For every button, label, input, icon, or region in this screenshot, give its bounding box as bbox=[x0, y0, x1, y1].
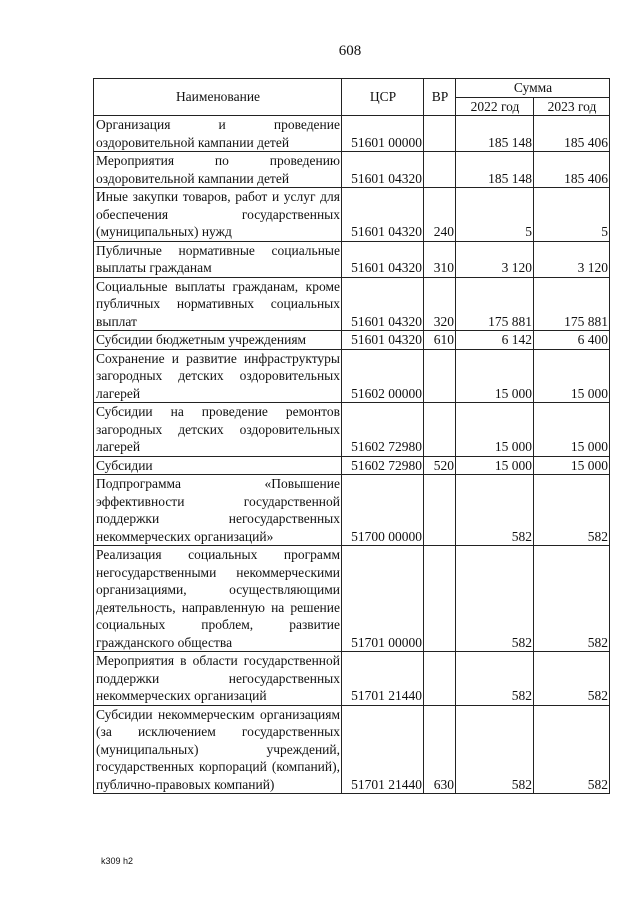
row-csr: 51700 00000 bbox=[342, 475, 424, 546]
row-vr: 310 bbox=[424, 241, 456, 277]
row-name: Субсидии некоммерческим организациям (за исключением государственных (муниципальных) учреждений, государственных корпораций (компаний), публично-правовых компаний) bbox=[94, 705, 342, 794]
row-name: Субсидии бюджетным учреждениям bbox=[94, 331, 342, 350]
row-value-2023: 15 000 bbox=[534, 403, 610, 457]
row-value-2022: 175 881 bbox=[456, 277, 534, 331]
row-csr: 51602 72980 bbox=[342, 403, 424, 457]
row-name: Иные закупки товаров, работ и услуг для обеспечения государственных (муниципальных) нужд bbox=[94, 188, 342, 242]
row-name: Организация и проведение оздоровительной кампании детей bbox=[94, 116, 342, 152]
budget-table bbox=[93, 78, 610, 794]
table-row bbox=[94, 188, 610, 242]
row-vr bbox=[424, 475, 456, 546]
row-value-2023: 175 881 bbox=[534, 277, 610, 331]
row-vr bbox=[424, 403, 456, 457]
table-row bbox=[94, 277, 610, 331]
row-csr: 51601 04320 bbox=[342, 241, 424, 277]
row-value-2023: 15 000 bbox=[534, 456, 610, 475]
row-name: Мероприятия по проведению оздоровительной кампании детей bbox=[94, 152, 342, 188]
row-vr bbox=[424, 152, 456, 188]
row-vr: 630 bbox=[424, 705, 456, 794]
row-csr: 51601 04320 bbox=[342, 188, 424, 242]
page-number: 608 bbox=[338, 43, 362, 59]
row-value-2022: 582 bbox=[456, 475, 534, 546]
table-row bbox=[94, 456, 610, 475]
row-csr: 51701 21440 bbox=[342, 705, 424, 794]
header-name: Наименование bbox=[94, 79, 342, 116]
row-value-2022: 582 bbox=[456, 652, 534, 706]
row-value-2022: 15 000 bbox=[456, 456, 534, 475]
row-csr: 51602 00000 bbox=[342, 349, 424, 403]
table-row bbox=[94, 116, 610, 152]
row-vr: 240 bbox=[424, 188, 456, 242]
row-csr: 51601 00000 bbox=[342, 116, 424, 152]
table-row bbox=[94, 705, 610, 794]
row-name: Мероприятия в области государственной поддержки негосударственных некоммерческих организаций bbox=[94, 652, 342, 706]
row-vr bbox=[424, 116, 456, 152]
row-value-2023: 185 406 bbox=[534, 152, 610, 188]
row-csr: 51601 04320 bbox=[342, 152, 424, 188]
row-value-2022: 185 148 bbox=[456, 152, 534, 188]
header-year-2022: 2022 год bbox=[456, 97, 534, 116]
row-name: Сохранение и развитие инфраструктуры загородных детских оздоровительных лагерей bbox=[94, 349, 342, 403]
row-name: Социальные выплаты гражданам, кроме публичных нормативных социальных выплат bbox=[94, 277, 342, 331]
row-value-2022: 582 bbox=[456, 705, 534, 794]
row-value-2022: 3 120 bbox=[456, 241, 534, 277]
row-name: Субсидии на проведение ремонтов загородных детских оздоровительных лагерей bbox=[94, 403, 342, 457]
row-value-2023: 15 000 bbox=[534, 349, 610, 403]
table-row bbox=[94, 403, 610, 457]
row-value-2022: 185 148 bbox=[456, 116, 534, 152]
header-year-2023: 2023 год bbox=[534, 97, 610, 116]
row-vr: 520 bbox=[424, 456, 456, 475]
row-value-2023: 185 406 bbox=[534, 116, 610, 152]
header-csr: ЦСР bbox=[342, 79, 424, 116]
row-value-2022: 582 bbox=[456, 546, 534, 652]
row-value-2022: 15 000 bbox=[456, 403, 534, 457]
row-value-2022: 5 bbox=[456, 188, 534, 242]
row-vr bbox=[424, 652, 456, 706]
table-row bbox=[94, 475, 610, 546]
row-value-2022: 15 000 bbox=[456, 349, 534, 403]
table-row bbox=[94, 546, 610, 652]
row-csr: 51701 21440 bbox=[342, 652, 424, 706]
row-value-2023: 5 bbox=[534, 188, 610, 242]
row-csr: 51602 72980 bbox=[342, 456, 424, 475]
footer-code: k309 h2 bbox=[101, 856, 134, 866]
row-value-2023: 582 bbox=[534, 546, 610, 652]
row-vr bbox=[424, 349, 456, 403]
table-row bbox=[94, 331, 610, 350]
row-value-2023: 582 bbox=[534, 475, 610, 546]
row-value-2022: 6 142 bbox=[456, 331, 534, 350]
table-row bbox=[94, 349, 610, 403]
row-vr: 320 bbox=[424, 277, 456, 331]
header-sum: Сумма bbox=[456, 79, 610, 98]
row-name: Подпрограмма «Повышение эффективности государственной поддержки негосударственных некоммерческих организаций» bbox=[94, 475, 342, 546]
row-vr: 610 bbox=[424, 331, 456, 350]
row-vr bbox=[424, 546, 456, 652]
header-vr: ВР bbox=[424, 79, 456, 116]
row-csr: 51701 00000 bbox=[342, 546, 424, 652]
row-name: Реализация социальных программ негосударственными некоммерческими организациями, осуществляющими деятельность, направленную на решение социальных проблем, развитие гражданского общества bbox=[94, 546, 342, 652]
row-name: Субсидии bbox=[94, 456, 342, 475]
row-value-2023: 582 bbox=[534, 652, 610, 706]
table-row bbox=[94, 241, 610, 277]
row-name: Публичные нормативные социальные выплаты гражданам bbox=[94, 241, 342, 277]
table-row bbox=[94, 652, 610, 706]
row-value-2023: 3 120 bbox=[534, 241, 610, 277]
table-row bbox=[94, 152, 610, 188]
row-csr: 51601 04320 bbox=[342, 331, 424, 350]
row-value-2023: 6 400 bbox=[534, 331, 610, 350]
row-csr: 51601 04320 bbox=[342, 277, 424, 331]
row-value-2023: 582 bbox=[534, 705, 610, 794]
